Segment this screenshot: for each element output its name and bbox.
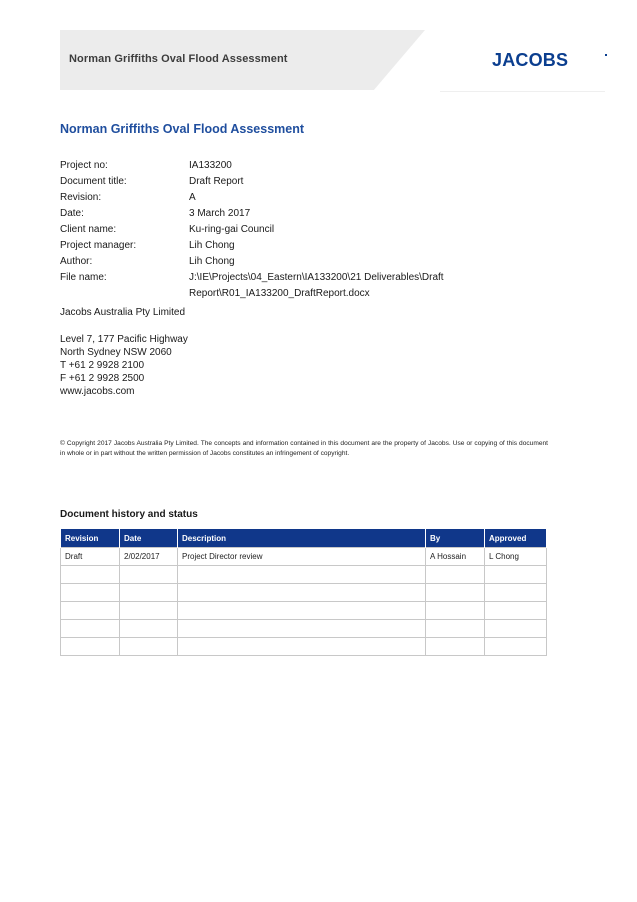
address-line: North Sydney NSW 2060 [60,347,172,358]
meta-row [60,238,560,254]
table-cell: A Hossain [426,548,485,566]
meta-row [60,222,560,238]
table-cell [485,620,547,638]
table-cell [426,602,485,620]
document-history-table [60,528,547,656]
table-cell [61,602,120,620]
table-cell [426,620,485,638]
table-cell [120,584,178,602]
column-header-description: Description [178,529,426,548]
meta-label: Revision: [60,192,102,203]
meta-value: Lih Chong [189,240,235,251]
table-cell [485,602,547,620]
table-cell: Project Director review [178,548,426,566]
table-cell [426,566,485,584]
column-header-date: Date [120,529,178,548]
meta-label: Project no: [60,160,108,171]
table-cell [485,584,547,602]
table-cell [426,584,485,602]
meta-label: Document title: [60,176,127,187]
meta-row [60,158,560,174]
meta-row [60,174,560,190]
table-row [61,620,547,638]
meta-label: Project manager: [60,240,137,251]
table-cell [120,566,178,584]
file-name-value: J:\IE\Projects\04_Eastern\IA133200\21 Deliverables\Draft Report\R01_IA133200_DraftReport.docx [189,272,444,299]
jacobs-logo: JACOBS [492,50,569,70]
table-cell [120,638,178,656]
table-cell [426,638,485,656]
table-cell: L Chong [485,548,547,566]
table-cell [485,566,547,584]
meta-row [60,254,560,270]
phone-line: T +61 2 9928 2100 [60,360,145,371]
history-heading: Document history and status [60,509,198,520]
meta-value: A [189,192,196,203]
meta-label: File name: [60,272,107,283]
table-cell [120,602,178,620]
table-cell [178,620,426,638]
company-address [60,333,188,398]
table-header-row [61,529,547,548]
meta-label: Author: [60,256,93,267]
header-title: Norman Griffiths Oval Flood Assessment [69,53,288,65]
column-header-approved: Approved [485,529,547,548]
table-cell [178,602,426,620]
meta-label: Date: [60,208,84,219]
table-cell [120,620,178,638]
meta-value: Lih Chong [189,256,235,267]
website-link[interactable]: www.jacobs.com [60,386,135,397]
header-divider [440,91,605,92]
table-row [61,602,547,620]
table-row [61,566,547,584]
logo-trademark-mark [605,54,607,56]
table-row [61,548,547,566]
copyright-notice: © Copyright 2017 Jacobs Australia Pty Limited. The concepts and information contained in this document are the property of Jacobs. Use or copying of this document in whole or in part without the written permission of Jacobs constitutes an infringement of copyright. [60,440,548,457]
table-cell: Draft [61,548,120,566]
table-cell [61,584,120,602]
meta-row [60,190,560,206]
meta-value: IA133200 [189,160,232,171]
meta-value: Ku-ring-gai Council [189,224,275,235]
document-metadata [60,158,560,302]
address-line: Level 7, 177 Pacific Highway [60,334,188,345]
meta-row [60,270,560,302]
table-cell [61,566,120,584]
table-cell [485,638,547,656]
table-cell [61,638,120,656]
table-cell [61,620,120,638]
table-cell [178,584,426,602]
table-cell: 2/02/2017 [120,548,178,566]
company-name: Jacobs Australia Pty Limited [60,307,186,318]
table-row [61,584,547,602]
document-title: Norman Griffiths Oval Flood Assessment [60,122,305,136]
table-row [61,638,547,656]
meta-value: Draft Report [189,176,244,187]
table-cell [178,566,426,584]
table-cell [178,638,426,656]
fax-line: F +61 2 9928 2500 [60,373,145,384]
column-header-revision: Revision [61,529,120,548]
meta-row [60,206,560,222]
column-header-by: By [426,529,485,548]
meta-value: 3 March 2017 [189,208,251,219]
meta-label: Client name: [60,224,117,235]
